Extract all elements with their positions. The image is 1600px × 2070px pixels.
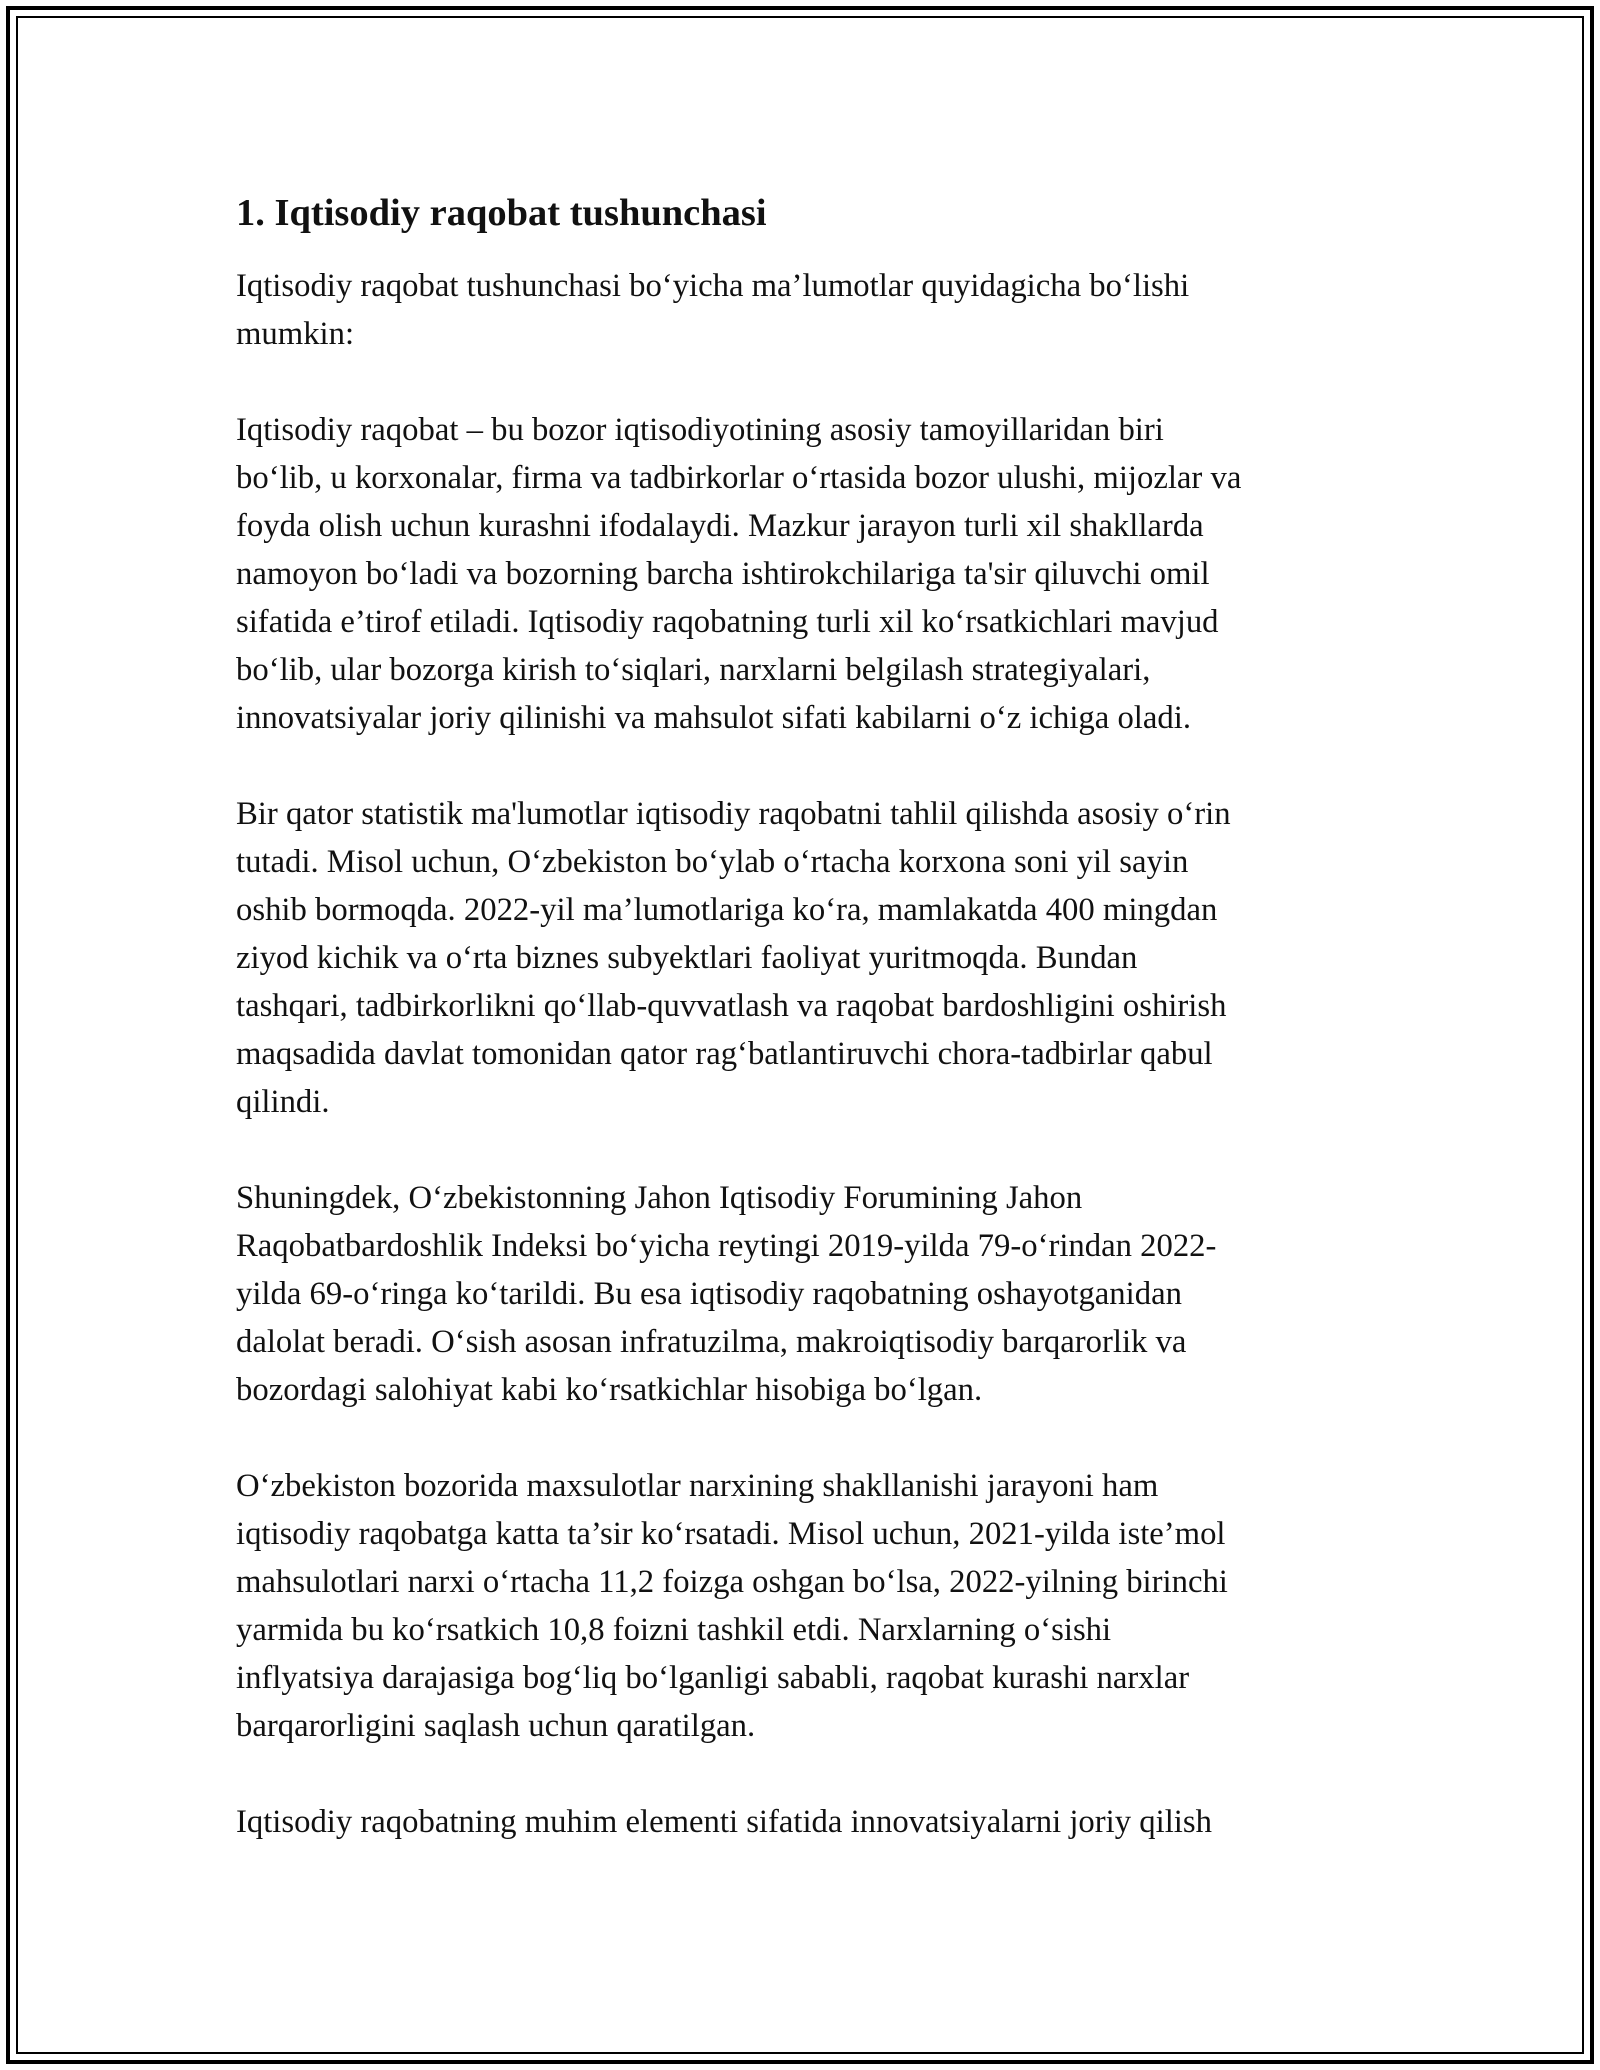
text-line: maqsadida davlat tomonidan qator rag‘batlantiruvchi chora-tadbirlar qabul <box>236 1036 1213 1072</box>
document-body <box>236 188 1386 1894</box>
text-line: inflyatsiya darajasiga bog‘liq bo‘lganligi sababli, raqobat kurashi narxlar <box>236 1660 1190 1696</box>
text-line: Bir qator statistik ma'lumotlar iqtisodiy raqobatni tahlil qilishda asosiy o‘rin <box>236 796 1231 832</box>
text-line: bo‘lib, u korxonalar, firma va tadbirkorlar o‘rtasida bozor ulushi, mijozlar va <box>236 460 1242 496</box>
section-heading: 1. Iqtisodiy raqobat tushunchasi <box>236 192 767 234</box>
text-line: dalolat beradi. O‘sish asosan infratuzilma, makroiqtisodiy barqarorlik va <box>236 1324 1187 1360</box>
text-line: bo‘lib, ular bozorga kirish to‘siqlari, narxlarni belgilash strategiyalari, <box>236 652 1151 688</box>
text-line: Iqtisodiy raqobat tushunchasi bo‘yicha ma’lumotlar quyidagicha bo‘lishi <box>236 268 1190 304</box>
paragraph-intro <box>236 262 1386 358</box>
text-line: tashqari, tadbirkorlikni qo‘llab-quvvatlash va raqobat bardoshligini oshirish <box>236 988 1227 1024</box>
text-line: yilda 69-o‘ringa ko‘tarildi. Bu esa iqtisodiy raqobatning oshayotganidan <box>236 1276 1182 1312</box>
text-line: ziyod kichik va o‘rta biznes subyektlari faoliyat yuritmoqda. Bundan <box>236 940 1138 976</box>
text-line: Raqobatbardoshlik Indeksi bo‘yicha reytingi 2019-yilda 79-o‘rindan 2022- <box>236 1228 1217 1264</box>
text-line: qilindi. <box>236 1084 330 1120</box>
paragraph-innovation <box>236 1798 1386 1846</box>
text-line: Iqtisodiy raqobat – bu bozor iqtisodiyotining asosiy tamoyillaridan biri <box>236 412 1164 448</box>
paragraph-prices <box>236 1462 1386 1750</box>
text-line: foyda olish uchun kurashni ifodalaydi. Mazkur jarayon turli xil shakllarda <box>236 508 1204 544</box>
text-line: Shuningdek, O‘zbekistonning Jahon Iqtisodiy Forumining Jahon <box>236 1180 1083 1216</box>
paragraph-definition <box>236 406 1386 742</box>
text-line: iqtisodiy raqobatga katta ta’sir ko‘rsatadi. Misol uchun, 2021-yilda iste’mol <box>236 1516 1226 1552</box>
paragraph-competitiveness-index <box>236 1174 1386 1414</box>
text-line: barqarorligini saqlash uchun qaratilgan. <box>236 1708 756 1744</box>
text-line: innovatsiyalar joriy qilinishi va mahsulot sifati kabilarni o‘z ichiga oladi. <box>236 700 1191 736</box>
text-line: sifatida e’tirof etiladi. Iqtisodiy raqobatning turli xil ko‘rsatkichlari mavjud <box>236 604 1219 640</box>
text-line: tutadi. Misol uchun, O‘zbekiston bo‘ylab o‘rtacha korxona soni yil sayin <box>236 844 1189 880</box>
text-line: oshib bormoqda. 2022-yil ma’lumotlariga ko‘ra, mamlakatda 400 mingdan <box>236 892 1218 928</box>
text-line: yarmida bu ko‘rsatkich 10,8 foizni tashkil etdi. Narxlarning o‘sishi <box>236 1612 1112 1648</box>
paragraph-statistics <box>236 790 1386 1126</box>
text-line: bozordagi salohiyat kabi ko‘rsatkichlar hisobiga bo‘lgan. <box>236 1372 983 1408</box>
text-line: mahsulotlari narxi o‘rtacha 11,2 foizga oshgan bo‘lsa, 2022-yilning birinchi <box>236 1564 1228 1600</box>
text-line: mumkin: <box>236 316 355 352</box>
text-line: namoyon bo‘ladi va bozorning barcha ishtirokchilariga ta'sir qiluvchi omil <box>236 556 1210 592</box>
text-line: Iqtisodiy raqobatning muhim elementi sifatida innovatsiyalarni joriy qilish <box>236 1804 1212 1840</box>
text-line: O‘zbekiston bozorida maxsulotlar narxining shakllanishi jarayoni ham <box>236 1468 1159 1504</box>
